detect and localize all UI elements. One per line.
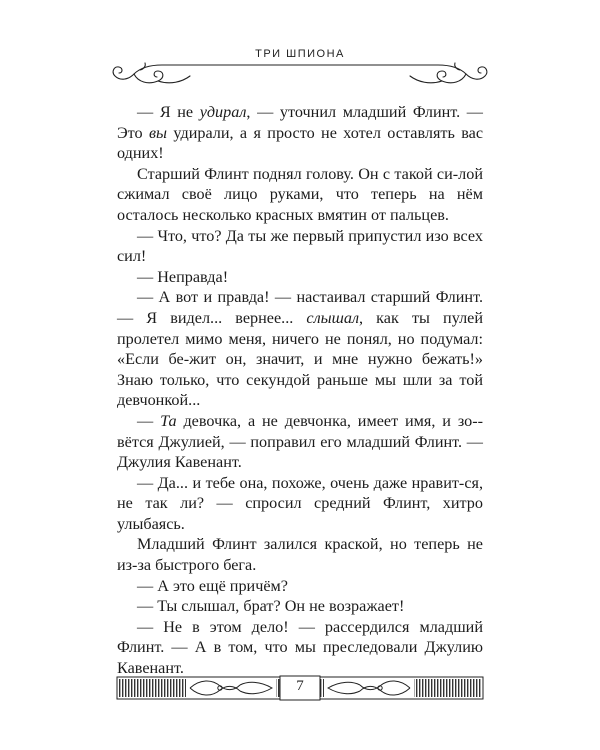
text-run: — Неправда! — [137, 267, 229, 286]
page-body — [117, 102, 483, 679]
text-run: — Что, что? Да ты же первый припустил изо всех сил! — [117, 226, 483, 266]
emphasis-text: Та — [160, 411, 177, 430]
text-run: девочка, а не девчонка, имеет имя, и зо-вётся Джулией, — поправил его младший Флинт. — Джулия Кавенант. — [117, 411, 483, 472]
paragraph — [117, 267, 483, 288]
page-footer — [116, 673, 484, 703]
text-run: , как ты пулей пролетел мимо меня, ничего не понял, но подумал: «Если бе-жит он, значит, и мне нужно бежать!» Знаю только, что секундой раньше мы шли за той девчонкой... — [117, 308, 483, 410]
emphasis-text: удирал — [199, 103, 247, 121]
text-run: — Да... и тебе она, похоже, очень даже нравит-ся, не так ли? — спросил средний Флинт, хитро улыбаясь. — [117, 473, 483, 533]
page-number: 7 — [296, 678, 304, 694]
text-run: , — уточнил младший Флинт. — Это — [117, 103, 483, 142]
paragraph — [117, 287, 483, 411]
paragraph — [117, 576, 483, 597]
text-run: удирали, а я просто не хотел оставлять вас одних! — [117, 123, 484, 163]
emphasis-text: вы — [149, 123, 168, 142]
paragraph — [117, 617, 483, 679]
running-header — [110, 48, 490, 98]
paragraph — [117, 102, 483, 164]
paragraph — [117, 534, 483, 575]
text-run: Старший Флинт поднял голову. Он с такой си-лой сжимал своё лицо руками, что теперь на нём осталось несколько красных вмятин от пальцев. — [117, 164, 483, 224]
emphasis-text: слышал — [306, 308, 359, 327]
running-title: ТРИ ШПИОНА — [255, 48, 345, 60]
paragraph — [117, 164, 483, 226]
text-run: — — [137, 411, 161, 430]
paragraph — [117, 473, 483, 535]
paragraph — [117, 411, 483, 473]
paragraph — [117, 596, 483, 617]
paragraph — [117, 226, 483, 267]
text-run: — А вот и правда! — настаивал старший Флинт. — Я видел... вернее... — [117, 288, 483, 327]
text-run: — Не в этом дело! — рассердился младший Флинт. — А в том, что мы преследовали Джулию Кавенант. — [117, 617, 483, 678]
text-run: Младший Флинт залился краской, но теперь не из-за быстрого бега. — [117, 535, 483, 575]
text-run: — А это ещё причём? — [137, 576, 288, 595]
text-run: — Я не — [137, 103, 200, 121]
text-run: — Ты слышал, брат? Он не возражает! — [137, 597, 405, 616]
